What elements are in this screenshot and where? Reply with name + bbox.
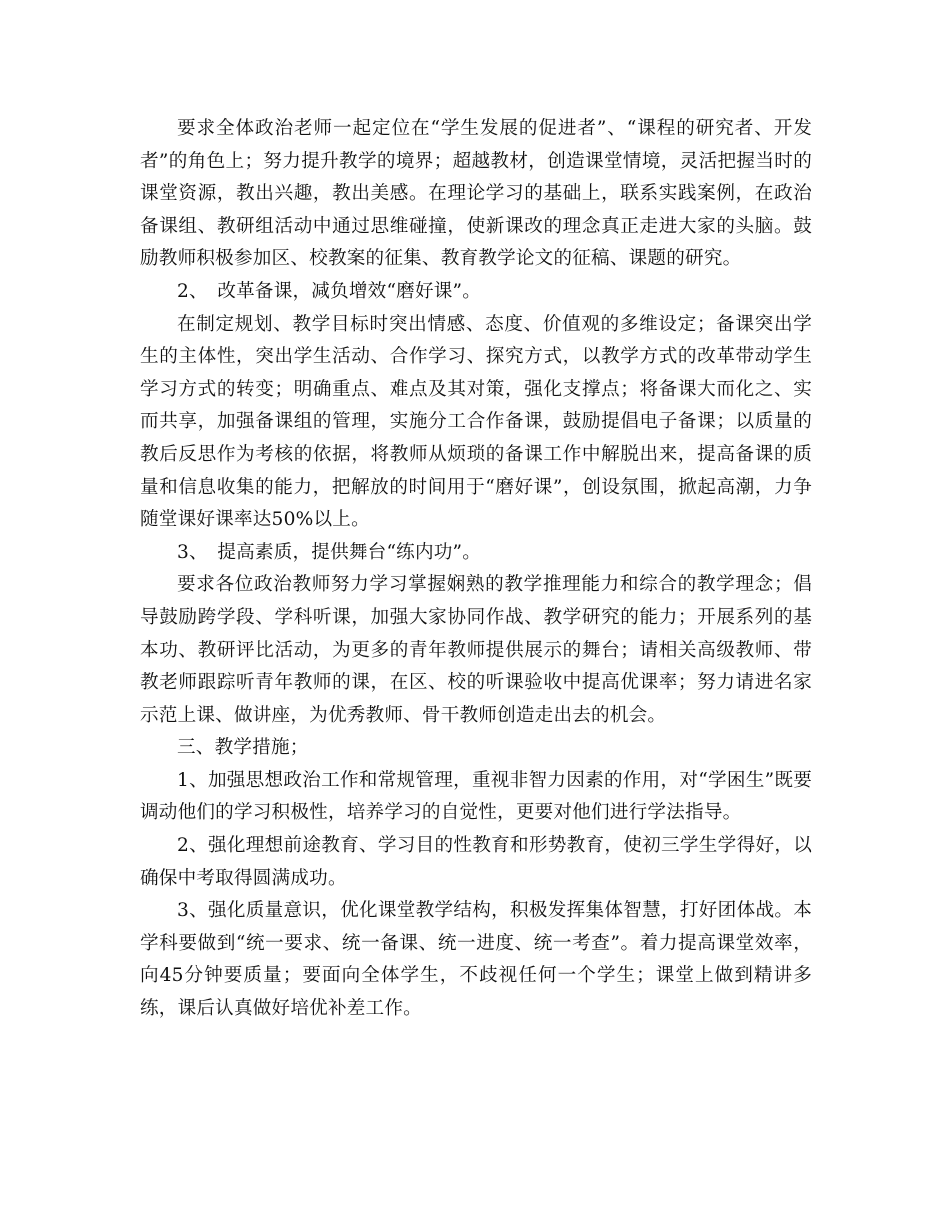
heading-reform-lesson-prep: 2、 改革备课，减负增效“磨好课”。 bbox=[177, 280, 482, 302]
paragraph-teacher-development: 要求各位政治教师努力学习掌握娴熟的教学推理能力和综合的教学理念；倡导鼓励跨学段、学科听课，加强大家协同作战、教学研究的能力；开展系列的基本功、教研评比活动，为更多的青年教师提供展示的舞台；请相关高级教师、带教老师跟踪听青年教师的课，在区、校的听课验收中提高优课率；努力请进名家示范上课、做讲座，为优秀教师、骨干教师创造走出去的机会。 bbox=[140, 574, 812, 726]
paragraph-measure-2: 2、强化理想前途教育、学习目的性教育和形势教育，使初三学生学得好，以确保中考取得圆满成功。 bbox=[140, 835, 812, 889]
paragraph-measure-1: 1、加强思想政治工作和常规管理，重视非智力因素的作用，对“学困生”既要调动他们的学习积极性，培养学习的自觉性，更要对他们进行学法指导。 bbox=[140, 769, 812, 824]
paragraph-teacher-roles: 要求全体政治老师一起定位在“学生发展的促进者”、“课程的研究者、开发者”的角色上；努力提升教学的境界；超越教材，创造课堂情境，灵活把握当时的课堂资源，教出兴趣，教出美感。在理论学习的基础上，联系实践案例，在政治备课组、教研组活动中通过思维碰撞，使新课改的理念真正走进大家的头脑。鼓励教师积极参加区、校教案的征集、教育教学论文的征稿、课题的研究。 bbox=[140, 118, 812, 270]
heading-improve-quality: 3、 提高素质，提供舞台“练内功”。 bbox=[177, 541, 482, 563]
heading-teaching-measures: 三、教学措施； bbox=[177, 737, 309, 759]
paragraph-lesson-prep: 在制定规划、教学目标时突出情感、态度、价值观的多维设定；备课突出学生的主体性，突出学生活动、合作学习、探究方式，以教学方式的改革带动学生学习方式的转变；明确重点、难点及其对策，强化支撑点；将备课大而化之、实而共享，加强备课组的管理，实施分工合作备课，鼓励提倡电子备课；以质量的教后反思作为考核的依据，将教师从烦琐的备课工作中解脱出来，提高备课的质量和信息收集的能力，把解放的时间用于“磨好课”，创设氛围，掀起高潮，力争随堂课好课率达50%以上。 bbox=[140, 313, 812, 531]
document-body bbox=[140, 113, 812, 1026]
paragraph-measure-3: 3、强化质量意识，优化课堂教学结构，积极发挥集体智慧，打好团体战。本学科要做到“统一要求、统一备课、统一进度、统一考查”。着力提高课堂效率，向45分钟要质量；要面向全体学生，不歧视任何一个学生；课堂上做到精讲多练，课后认真做好培优补差工作。 bbox=[140, 900, 812, 1020]
